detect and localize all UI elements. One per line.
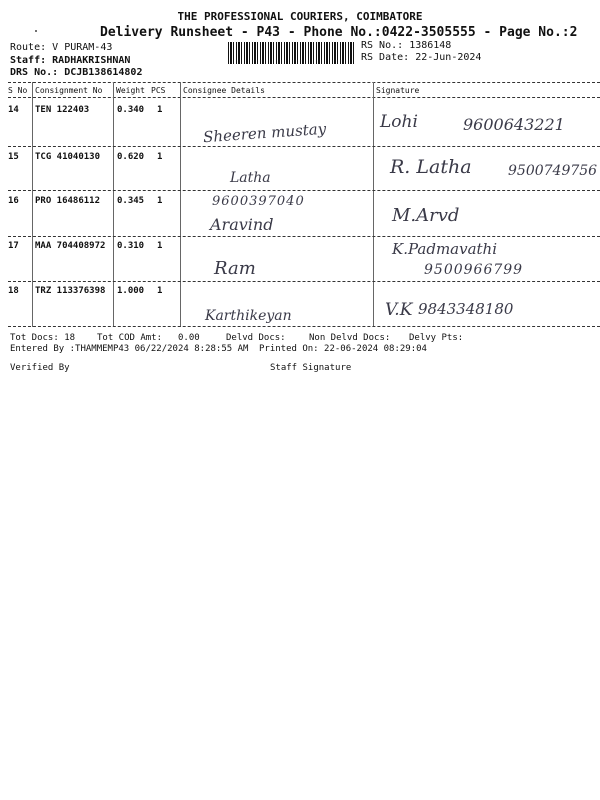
col-header-weight: Weight: [116, 86, 145, 95]
drs-label: DRS No.:: [10, 67, 59, 78]
col-divider: [180, 82, 181, 327]
row-weight: 0.620: [117, 152, 145, 162]
rs-no-value: 1386148: [409, 40, 452, 51]
signature-handwriting: Lohi: [380, 112, 418, 132]
verified-by-label: Verified By: [10, 363, 70, 373]
tot-cod-line: [97, 333, 162, 343]
consignee-phone-handwriting: 9600397040: [212, 194, 305, 209]
delvy-pts-label: Delvy Pts:: [409, 333, 464, 343]
consignee-handwriting: Ram: [214, 258, 256, 279]
signature-handwriting: M.Arvd: [392, 205, 460, 226]
row-consignment: MAA 704408972: [35, 241, 106, 251]
tot-cod-label: Tot COD Amt:: [97, 333, 163, 343]
signature-handwriting: R. Latha: [390, 156, 472, 178]
col-header-sno: S No: [8, 86, 28, 95]
drs-line: [10, 67, 142, 78]
tot-docs-label: Tot Docs:: [10, 333, 59, 343]
row-sno: 16: [8, 196, 19, 206]
signature-handwriting: K.Padmavathi: [392, 240, 498, 258]
row-pcs: 1: [157, 105, 163, 115]
printed-on: Printed On: 22-06-2024 08:29:04: [259, 344, 427, 354]
row-consignment: PRO 16486112: [35, 196, 101, 206]
staff-label: Staff:: [10, 55, 47, 66]
col-divider: [32, 82, 33, 327]
table-bottom-rule: [8, 326, 600, 327]
rs-no-label: RS No.:: [361, 40, 404, 51]
delvd-docs-label: Delvd Docs:: [226, 333, 286, 343]
consignee-handwriting: Latha: [230, 170, 271, 186]
row-weight: 0.345: [117, 196, 145, 206]
rs-date-label: RS Date:: [361, 52, 410, 63]
drs-value: DCJB138614802: [64, 67, 143, 78]
row-divider: [8, 146, 600, 147]
col-header-consignment: Consignment No: [35, 86, 103, 95]
staff-signature-label: Staff Signature: [270, 363, 352, 373]
route-label: Route:: [10, 42, 47, 53]
row-divider: [8, 236, 600, 237]
header-bottom-rule: [8, 97, 600, 98]
row-sno: 17: [8, 241, 19, 251]
row-pcs: 1: [157, 196, 163, 206]
runsheet-title: Delivery Runsheet - P43 - Phone No.:0422-3505555 - Page No.:2: [100, 25, 578, 40]
col-header-pcs: PCS: [151, 86, 166, 95]
staff-line: [10, 55, 130, 66]
row-pcs: 1: [157, 152, 163, 162]
row-consignment: TRZ 113376398: [35, 286, 106, 296]
row-pcs: 1: [157, 286, 163, 296]
tot-cod-value: 0.00: [178, 333, 200, 343]
staff-value: RADHAKRISHNAN: [52, 55, 131, 66]
tot-docs-value: 18: [64, 333, 76, 343]
row-sno: 18: [8, 286, 19, 296]
receiver-phone-handwriting: 9843348180: [418, 300, 514, 318]
row-consignment: TCG 41040130: [35, 152, 101, 162]
scan-speck: [35, 30, 37, 32]
receiver-phone-handwriting: 9600643221: [463, 115, 565, 134]
row-divider: [8, 190, 600, 191]
col-divider: [113, 82, 114, 327]
row-sno: 15: [8, 152, 19, 162]
row-weight: 0.340: [117, 105, 145, 115]
rs-date-line: [361, 52, 481, 63]
receiver-phone-handwriting: 9500749756: [508, 163, 598, 179]
row-weight: 0.310: [117, 241, 145, 251]
consignee-handwriting: Karthikeyan: [205, 308, 292, 324]
row-consignment: TEN 122403: [35, 105, 90, 115]
route-value: V PURAM-43: [52, 42, 113, 53]
row-pcs: 1: [157, 241, 163, 251]
row-divider: [8, 281, 600, 282]
consignee-handwriting: Sheeren mustay: [202, 119, 327, 147]
entered-by: Entered By :THAMMEMP43 06/22/2024 8:28:55 AM: [10, 344, 249, 354]
signature-handwriting: V.K: [385, 300, 413, 320]
barcode-image: [228, 42, 356, 64]
col-header-consignee: Consignee Details: [183, 86, 265, 95]
col-header-signature: Signature: [376, 86, 420, 95]
row-sno: 14: [8, 105, 19, 115]
non-delvd-docs-label: Non Delvd Docs:: [309, 333, 391, 343]
route-line: [10, 42, 112, 53]
totals-line: [10, 333, 75, 343]
table-top-rule: [8, 82, 600, 83]
company-name: THE PROFESSIONAL COURIERS, COIMBATORE: [177, 10, 423, 23]
col-divider: [373, 82, 374, 327]
rs-no-line: [361, 40, 451, 51]
receiver-phone-handwriting: 9500966799: [424, 262, 524, 278]
row-weight: 1.000: [117, 286, 145, 296]
consignee-handwriting: Aravind: [210, 215, 274, 234]
rs-date-value: 22-Jun-2024: [415, 52, 482, 63]
